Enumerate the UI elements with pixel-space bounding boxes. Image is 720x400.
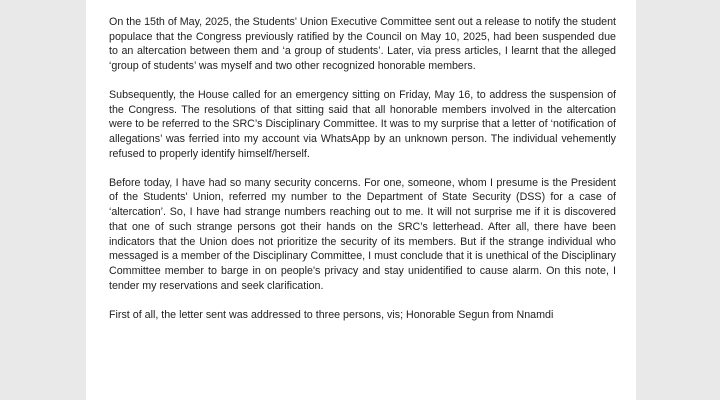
paragraph-emergency-sitting: Subsequently, the House called for an emergency sitting on Friday, May 16, to address the suspension of the Congress. The resolutions of that sitting said that all honorable members involved in the altercation were to be referred to the SRC’s Disciplinary Committee. It was to my surprise that a letter of ‘notification of allegations’ was ferried into my account via WhatsApp by an unknown person. The individual vehemently refused to properly identify himself/herself. xyxy=(109,89,616,160)
letter-body xyxy=(86,0,636,322)
paragraph-letter-addressees: First of all, the letter sent was addressed to three persons, vis; Honorable Segun from Nnamdi xyxy=(109,308,554,321)
paragraph-suspension-release: On the 15th of May, 2025, the Students' Union Executive Committee sent out a release to notify the student populace that the Congress previously ratified by the Council on May 10, 2025, had been suspended due to an altercation between them and ‘a group of students’. Later, via press articles, I learnt that the alleged ‘group of students’ was myself and two other recognized honorable members. xyxy=(109,16,616,73)
document-page xyxy=(86,0,636,400)
paragraph-security-concerns: Before today, I have had so many security concerns. For one, someone, whom I presume is the President of the Students' Union, referred my number to the Department of State Security (DSS) for a case of ‘altercation’. So, I have had strange numbers reaching out to me. It will not surprise me if it is discovered that one of such strange persons got their hands on the SRC’s letterhead. After all, there have been indicators that the Union does not prioritize the security of its members. But if the strange individual who messaged is a member of the Disciplinary Committee, I must conclude that it is unethical of the Disciplinary Committee member to barge in on people's privacy and stay unidentified to cause alarm. On this note, I tender my reservations and seek clarification. xyxy=(109,176,616,292)
